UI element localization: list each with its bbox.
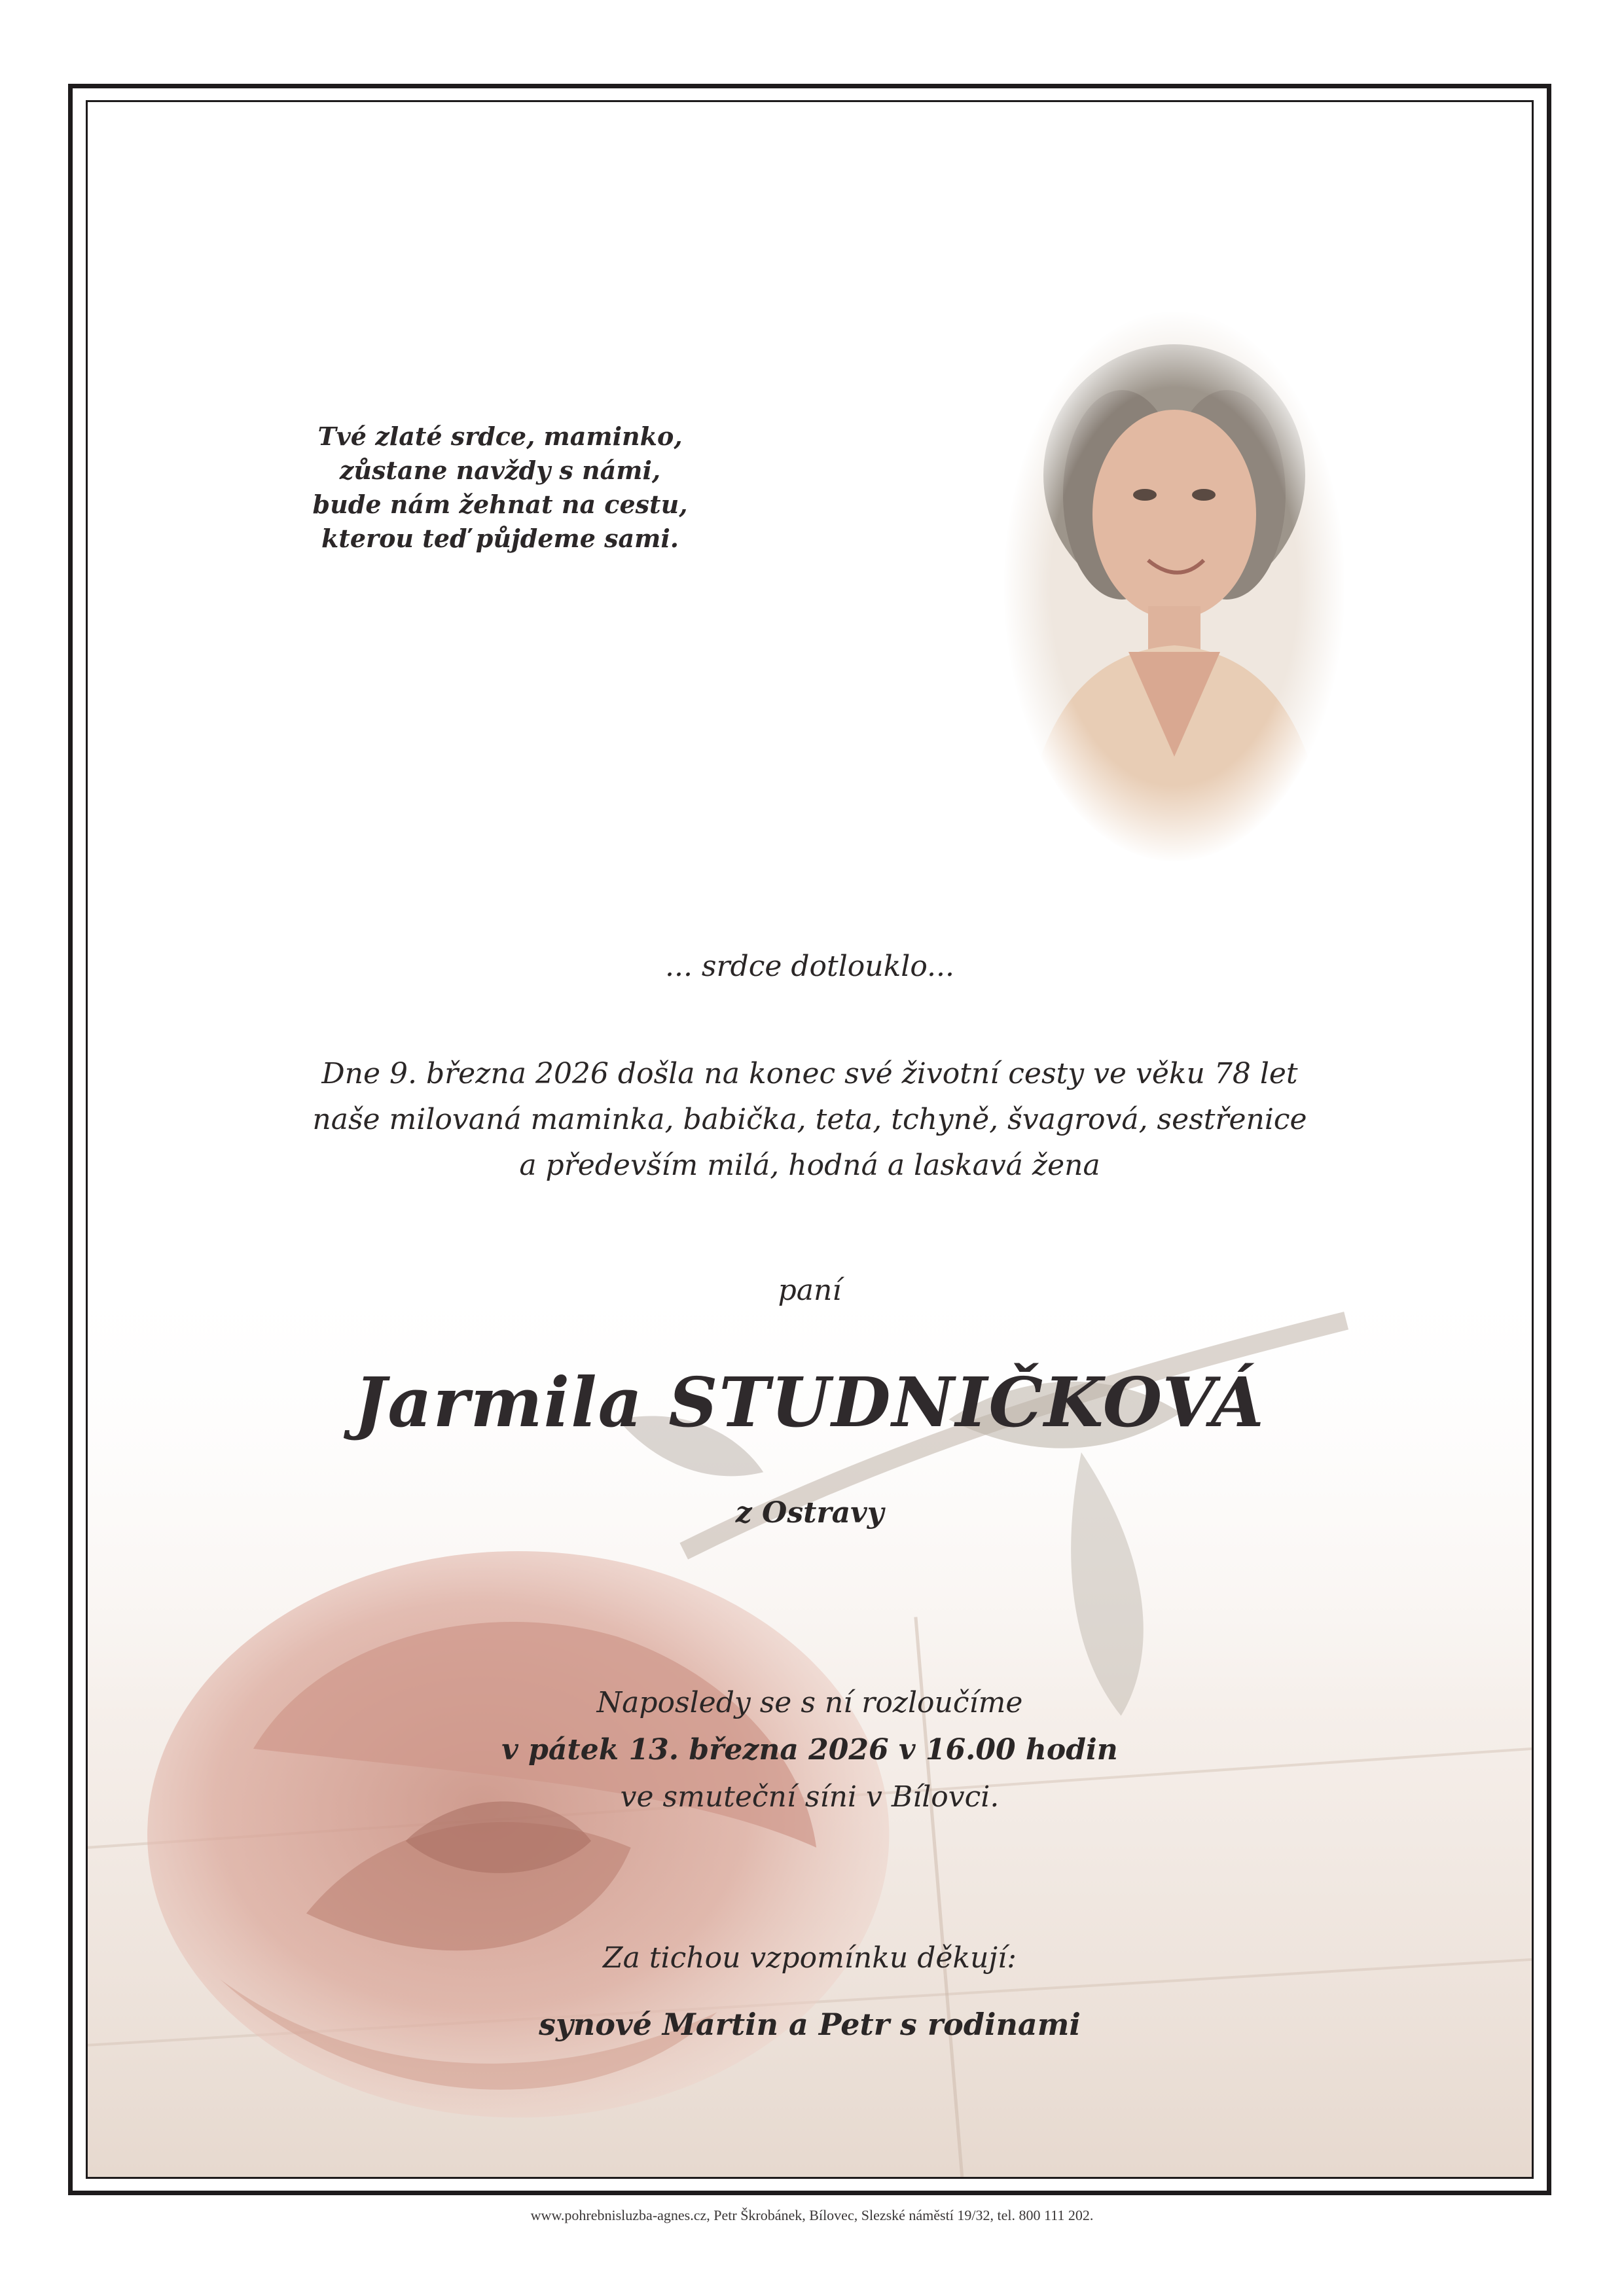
deceased-origin: z Ostravy [735,1496,884,1530]
motto-poem [304,420,696,556]
mourners-names: synové Martin a Petr s rodinami [539,2007,1081,2042]
title-honorific: paní [778,1274,842,1307]
death-announcement [88,1051,1532,1189]
mourning-frame [68,84,1551,2195]
farewell-line: Naposledy se s ní rozloučíme [596,1686,1023,1719]
motto-line: bude nám žehnat na cestu, [312,490,688,519]
thanks-label: Za tichou vzpomínku děkují: [603,1941,1017,1975]
intro-text: ... srdce dotlouklo... [664,950,955,983]
motto-line: kterou teď půjdeme sami. [321,524,679,553]
portrait-photo [991,298,1358,874]
funeral-location: ve smuteční síni v Bílovci. [620,1780,1000,1814]
funeral-service-footer: www.pohrebnisluzba-agnes.cz, Petr Škrobánek, Bílovec, Slezské náměstí 19/32, tel. 800 111 202. [530,2207,1094,2223]
funeral-date-time: v pátek 13. března 2026 v 16.00 hodin [501,1733,1118,1767]
announcement-line: a především milá, hodná a laskavá žena [519,1149,1100,1182]
announcement-line: Dne 9. března 2026 došla na konec své životní cesty ve věku 78 let [321,1057,1298,1090]
mourning-frame-inner [86,100,1534,2179]
announcement-line: naše milovaná maminka, babička, teta, tchyně, švagrová, sestřenice [312,1103,1307,1136]
motto-line: zůstane navždy s námi, [339,456,661,485]
motto-line: Tvé zlaté srdce, maminko, [317,422,683,451]
funeral-details [88,1679,1532,1821]
deceased-name: Jarmila STUDNIČKOVÁ [354,1362,1265,1443]
